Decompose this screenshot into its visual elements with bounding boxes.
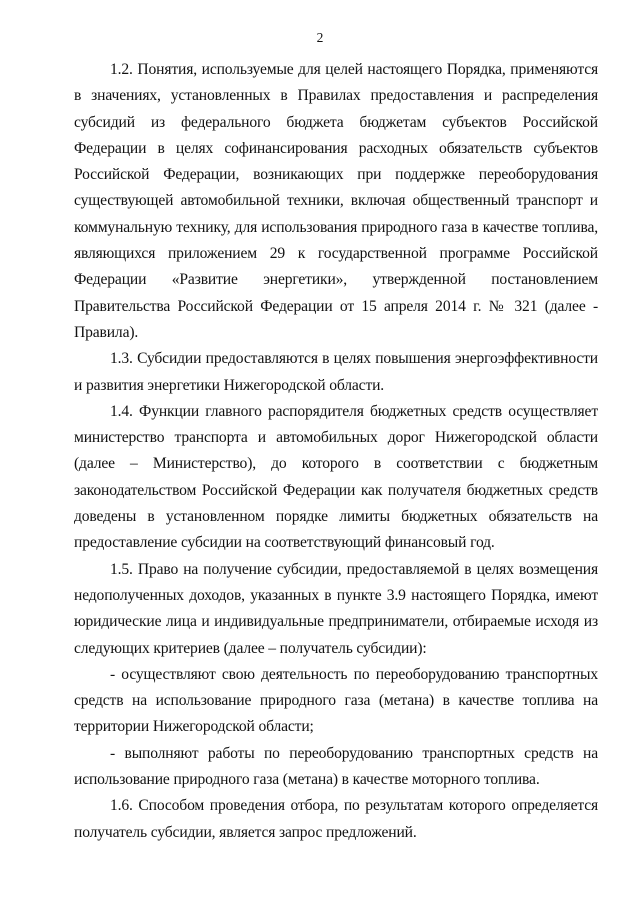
page-number: 2 [316,30,324,45]
list-item-criterion-1: - осуществляют свою деятельность по переоборудованию транспортных средств на использование природного газа (метана) в качестве топлива на территории Нижегородской области; [74,665,598,736]
paragraph-1-4: 1.4. Функции главного распорядителя бюджетных средств осуществляет министерство транспорта и автомобильных дорог Нижегородской области (далее – Министерство), до которого в соответствии с бюджетным законодательством Российской Федерации как получателя бюджетных средств доведены в установленном порядке лимиты бюджетных обязательств на предоставление субсидии на соответствующий финансовый год. [74,402,598,552]
paragraph-1-5: 1.5. Право на получение субсидии, предоставляемой в целях возмещения недополученных доходов, указанных в пункте 3.9 настоящего Порядка, имеют юридические лица и индивидуальные предприниматели, отбираемые исходя из следующих критериев (далее – получатель субсидии): [74,560,598,657]
list-item-criterion-2: - выполняют работы по переоборудованию транспортных средств на использование природного газа (метана) в качестве моторного топлива. [74,744,598,789]
paragraph-1-3: 1.3. Субсидии предоставляются в целях повышения энергоэффективности и развития энергетики Нижегородской области. [74,350,598,394]
paragraph-1-6: 1.6. Способом проведения отбора, по результатам которого определяется получатель субсидии, является запрос предложений. [74,797,598,841]
paragraph-1-2: 1.2. Понятия, используемые для целей настоящего Порядка, применяются в значениях, установленных в Правилах предоставления и распределения субсидий из федерального бюджета бюджетам субъектов Российской Федерации в целях софинансирования расходных обязательств субъектов Российской Федерации, возникающих при поддержке переоборудования существующей автомобильной техники, включая общественный транспорт и коммунальную технику, для использования природного газа в качестве топлива, являющихся приложением 29 к государственной программе Российской Федерации «Развитие энергетики», утвержденной постановлением Правительства Российской Федерации от 15 апреля 2014 г. № 321 (далее - Правила). [74,61,598,341]
document-body [74,57,598,846]
